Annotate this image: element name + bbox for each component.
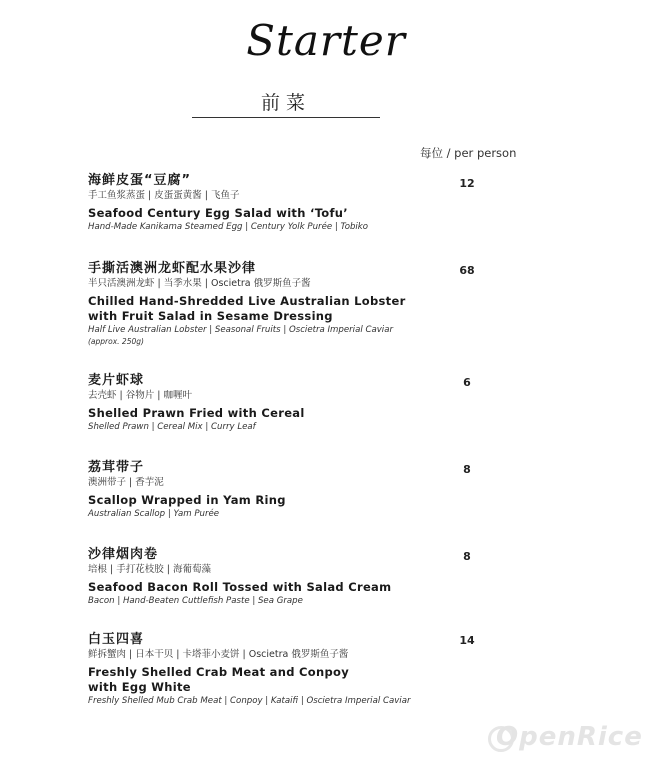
item-english-description: Australian Scallop | Yam Purée xyxy=(88,509,220,519)
item-chinese-name: 白玉四喜 xyxy=(88,632,145,647)
item-chinese-name: 海鲜皮蛋“豆腐” xyxy=(88,173,192,188)
title-divider xyxy=(192,117,380,118)
item-chinese-description: 去壳虾 | 谷物片 | 咖喱叶 xyxy=(88,390,192,401)
item-english-name: Shelled Prawn Fried with Cereal xyxy=(88,406,305,420)
item-chinese-description: 半只活澳洲龙虾 | 当季水果 | Oscietra 俄罗斯鱼子酱 xyxy=(88,278,311,289)
item-price: 12 xyxy=(459,177,475,190)
item-price: 14 xyxy=(459,634,475,647)
item-english-name: Seafood Century Egg Salad with ‘Tofu’ xyxy=(88,206,348,220)
item-english-name-line-2: with Fruit Salad in Sesame Dressing xyxy=(88,309,333,323)
per-person-label: 每位 / per person xyxy=(420,146,517,160)
item-english-name: Scallop Wrapped in Yam Ring xyxy=(88,493,286,507)
section-title-chinese: 前菜 xyxy=(260,92,311,114)
item-english-name-line-1: Freshly Shelled Crab Meat and Conpoy xyxy=(88,665,350,679)
item-chinese-description: 澳洲带子 | 香芋泥 xyxy=(88,477,164,488)
item-price: 8 xyxy=(463,550,471,563)
item-english-description: Half Live Australian Lobster | Seasonal Fruits | Oscietra Imperial Caviar xyxy=(88,325,393,335)
item-english-description: Shelled Prawn | Cereal Mix | Curry Leaf xyxy=(88,422,256,432)
item-weight-note: (approx. 250g) xyxy=(88,337,144,346)
openrice-watermark: OpenRice xyxy=(496,722,643,752)
item-english-name: Seafood Bacon Roll Tossed with Salad Cream xyxy=(88,580,392,594)
section-title-script: Starter xyxy=(246,16,406,65)
item-chinese-name: 麦片虾球 xyxy=(88,373,145,388)
item-chinese-name: 手撕活澳洲龙虾配水果沙律 xyxy=(88,261,257,276)
item-chinese-name: 沙律烟肉卷 xyxy=(88,547,159,562)
item-chinese-name: 荔茸带子 xyxy=(88,460,145,475)
item-price: 8 xyxy=(463,463,471,476)
item-english-name-line-2: with Egg White xyxy=(88,680,191,694)
item-chinese-description: 培根 | 手打花枝胶 | 海葡萄藻 xyxy=(88,564,211,575)
item-chinese-description: 手工鱼浆蒸蛋 | 皮蛋蛋黄酱 | 飞鱼子 xyxy=(88,190,240,201)
item-chinese-description: 鲜拆蟹肉 | 日本干贝 | 卡塔菲小麦饼 | Oscietra 俄罗斯鱼子酱 xyxy=(88,649,349,660)
item-english-description: Hand-Made Kanikama Steamed Egg | Century Yolk Purée | Tobiko xyxy=(88,222,369,232)
item-english-name-line-1: Chilled Hand-Shredded Live Australian Lobster xyxy=(88,294,406,308)
item-price: 6 xyxy=(463,376,471,389)
item-english-description: Freshly Shelled Mub Crab Meat | Conpoy | Kataifi | Oscietra Imperial Caviar xyxy=(88,696,411,706)
item-price: 68 xyxy=(459,264,475,277)
item-english-description: Bacon | Hand-Beaten Cuttlefish Paste | Sea Grape xyxy=(88,596,303,606)
